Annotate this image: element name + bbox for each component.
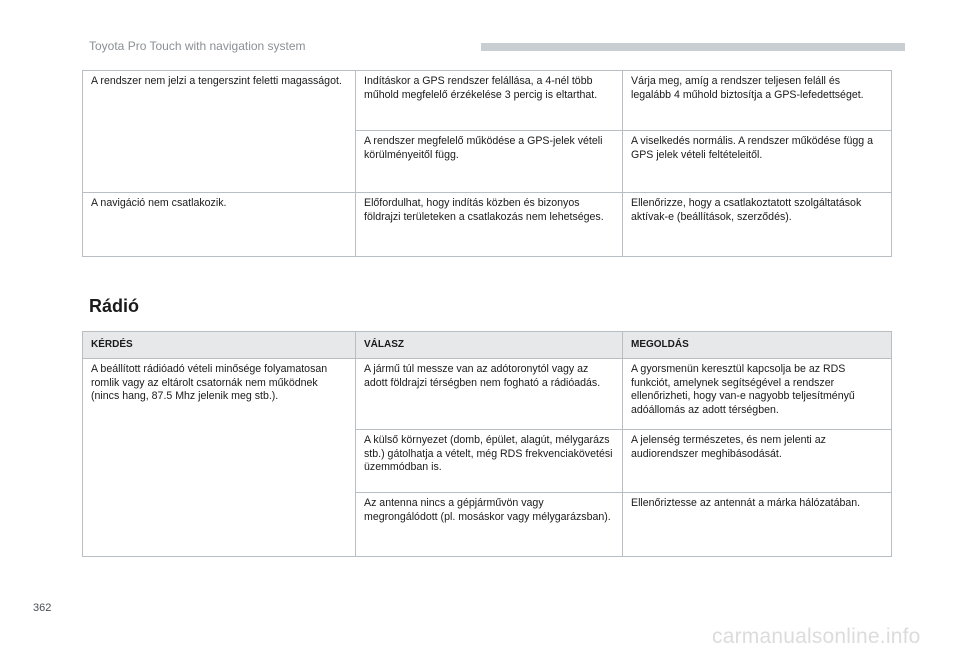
question-cell: A rendszer nem jelzi a tengerszint feletti magasságot. bbox=[83, 71, 356, 193]
solution-cell: Ellenőriztesse az antennát a márka hálózatában. bbox=[623, 493, 892, 557]
section-title: Rádió bbox=[89, 296, 140, 316]
answer-cell: Indításkor a GPS rendszer felállása, a 4-nél több műhold megfelelő érzékelése 3 percig is eltarthat. bbox=[356, 71, 623, 131]
watermark: carmanualsonline.info bbox=[712, 625, 921, 648]
solution-cell: Ellenőrizze, hogy a csatlakoztatott szolgáltatások aktívak-e (beállítások, szerződés). bbox=[623, 193, 892, 257]
table-header-row bbox=[83, 332, 892, 359]
answer-cell: A jármű túl messze van az adótoronytól vagy az adott földrajzi térségben nem fogható a rádióadás. bbox=[356, 359, 623, 430]
solution-cell: A jelenség természetes, és nem jelenti az audiorendszer meghibásodását. bbox=[623, 430, 892, 493]
page-number: 362 bbox=[33, 602, 52, 614]
solution-cell: Várja meg, amíg a rendszer teljesen feláll és legalább 4 műhold biztosítja a GPS-lefedettséget. bbox=[623, 71, 892, 131]
column-header-solution: MEGOLDÁS bbox=[623, 332, 892, 359]
column-header-answer: VÁLASZ bbox=[356, 332, 623, 359]
answer-cell: A rendszer megfelelő működése a GPS-jelek vételi körülményeitől függ. bbox=[356, 131, 623, 193]
table-row bbox=[83, 71, 892, 131]
solution-cell: A gyorsmenün keresztül kapcsolja be az RDS funkciót, amelynek segítségével a rendszer ellenőrizheti, hogy van-e nagyobb teljesítményű adóállomás az adott térségben. bbox=[623, 359, 892, 430]
column-header-question: KÉRDÉS bbox=[83, 332, 356, 359]
answer-cell: Az antenna nincs a gépjárművön vagy megrongálódott (pl. mosáskor vagy mélygarázsban). bbox=[356, 493, 623, 557]
table-row bbox=[83, 193, 892, 257]
gps-troubleshooting-table bbox=[82, 70, 892, 257]
answer-cell: A külső környezet (domb, épület, alagút, mélygarázs stb.) gátolhatja a vételt, még RDS frekvenciakövetési üzemmódban is. bbox=[356, 430, 623, 493]
question-cell: A beállított rádióadó vételi minősége folyamatosan romlik vagy az eltárolt csatornák nem működnek (nincs hang, 87.5 Mhz jelenik meg stb.). bbox=[83, 359, 356, 557]
solution-cell: A viselkedés normális. A rendszer működése függ a GPS jelek vételi feltételeitől. bbox=[623, 131, 892, 193]
radio-troubleshooting-table bbox=[82, 331, 892, 557]
table-row bbox=[83, 359, 892, 430]
header-rule bbox=[481, 43, 905, 51]
question-cell: A navigáció nem csatlakozik. bbox=[83, 193, 356, 257]
answer-cell: Előfordulhat, hogy indítás közben és bizonyos földrajzi területeken a csatlakozás nem lehetséges. bbox=[356, 193, 623, 257]
running-header: Toyota Pro Touch with navigation system bbox=[89, 39, 306, 53]
